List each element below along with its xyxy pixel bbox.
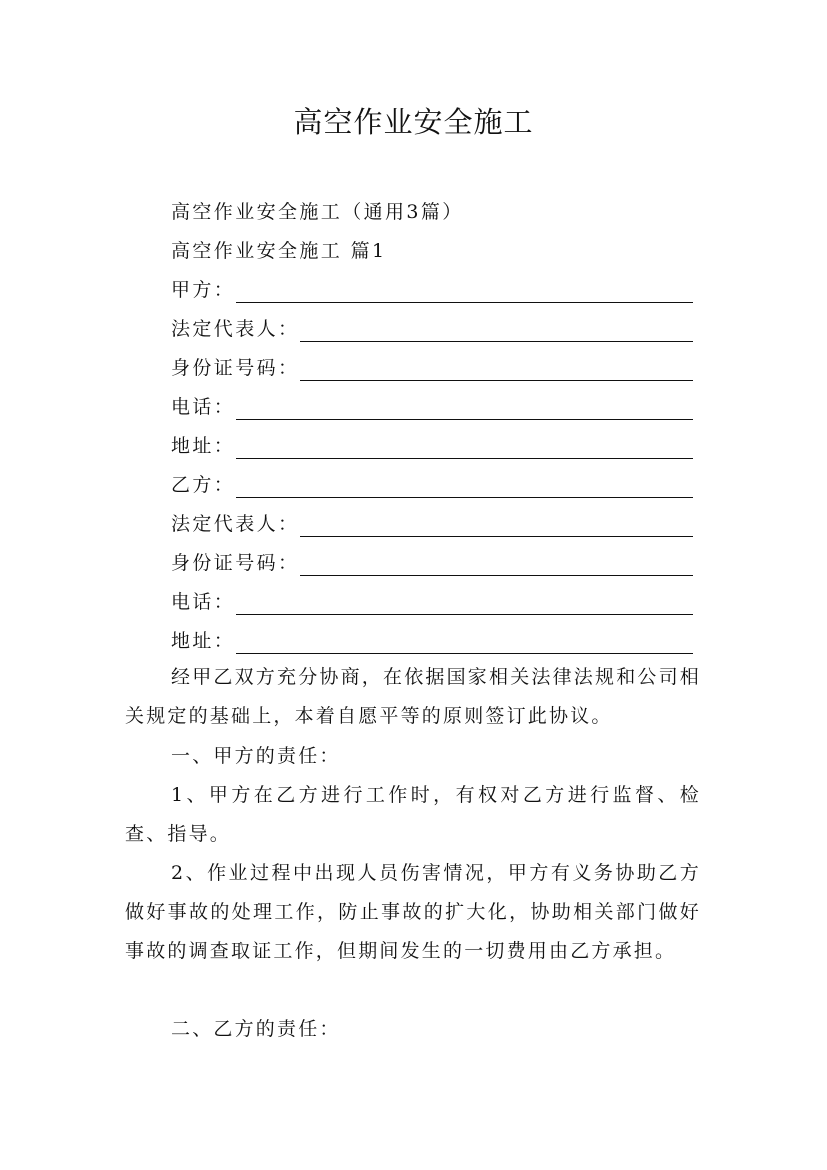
party-a-phone-label: 电话： (171, 396, 236, 418)
agreement-preamble: 经甲乙双方充分协商，在依据国家相关法律法规和公司相关规定的基础上，本着自愿平等的原则签订此协议。 (125, 666, 702, 727)
intro-line: 高空作业安全施工（通用3篇） (171, 201, 464, 223)
party-a-legal-rep-blank (300, 319, 693, 342)
party-b-legal-rep-blank (300, 514, 693, 537)
party-b-label: 乙方： (171, 474, 236, 496)
party-b-id-label: 身份证号码： (171, 552, 300, 574)
party-b-id-blank (300, 553, 693, 576)
party-a-field (171, 275, 693, 305)
party-a-id-blank (300, 358, 693, 381)
party-b-address-blank (236, 631, 693, 654)
party-a-legal-rep-label: 法定代表人： (171, 318, 300, 340)
party-b-legal-rep-field (171, 509, 693, 539)
party-b-id-field (171, 548, 693, 578)
party-a-duties-heading: 一、甲方的责任： (171, 745, 341, 767)
party-a-label: 甲方： (171, 279, 236, 301)
party-a-phone-blank (236, 397, 693, 420)
party-b-blank (236, 475, 693, 498)
party-a-address-blank (236, 436, 693, 459)
party-a-duty-2: 2、作业过程中出现人员伤害情况，甲方有义务协助乙方做好事故的处理工作，防止事故的扩大化，协助相关部门做好事故的调查取证工作，但期间发生的一切费用由乙方承担。 (125, 862, 701, 962)
party-a-legal-rep-field (171, 314, 693, 344)
party-b-field (171, 470, 693, 500)
party-a-address-field (171, 431, 693, 461)
party-b-phone-blank (236, 592, 693, 615)
party-a-address-label: 地址： (171, 435, 236, 457)
party-b-duties-heading: 二、乙方的责任： (171, 1018, 341, 1040)
party-b-legal-rep-label: 法定代表人： (171, 513, 300, 535)
party-a-duty-1: 1、甲方在乙方进行工作时，有权对乙方进行监督、检查、指导。 (125, 784, 701, 845)
party-a-id-label: 身份证号码： (171, 357, 300, 379)
party-b-phone-label: 电话： (171, 591, 236, 613)
party-b-address-label: 地址： (171, 630, 236, 652)
party-b-address-field (171, 626, 693, 656)
party-b-phone-field (171, 587, 693, 617)
party-a-id-field (171, 353, 693, 383)
party-a-phone-field (171, 392, 693, 422)
party-a-blank (236, 280, 693, 303)
section-heading: 高空作业安全施工 篇1 (171, 240, 387, 262)
document-title: 高空作业安全施工 (293, 105, 534, 139)
